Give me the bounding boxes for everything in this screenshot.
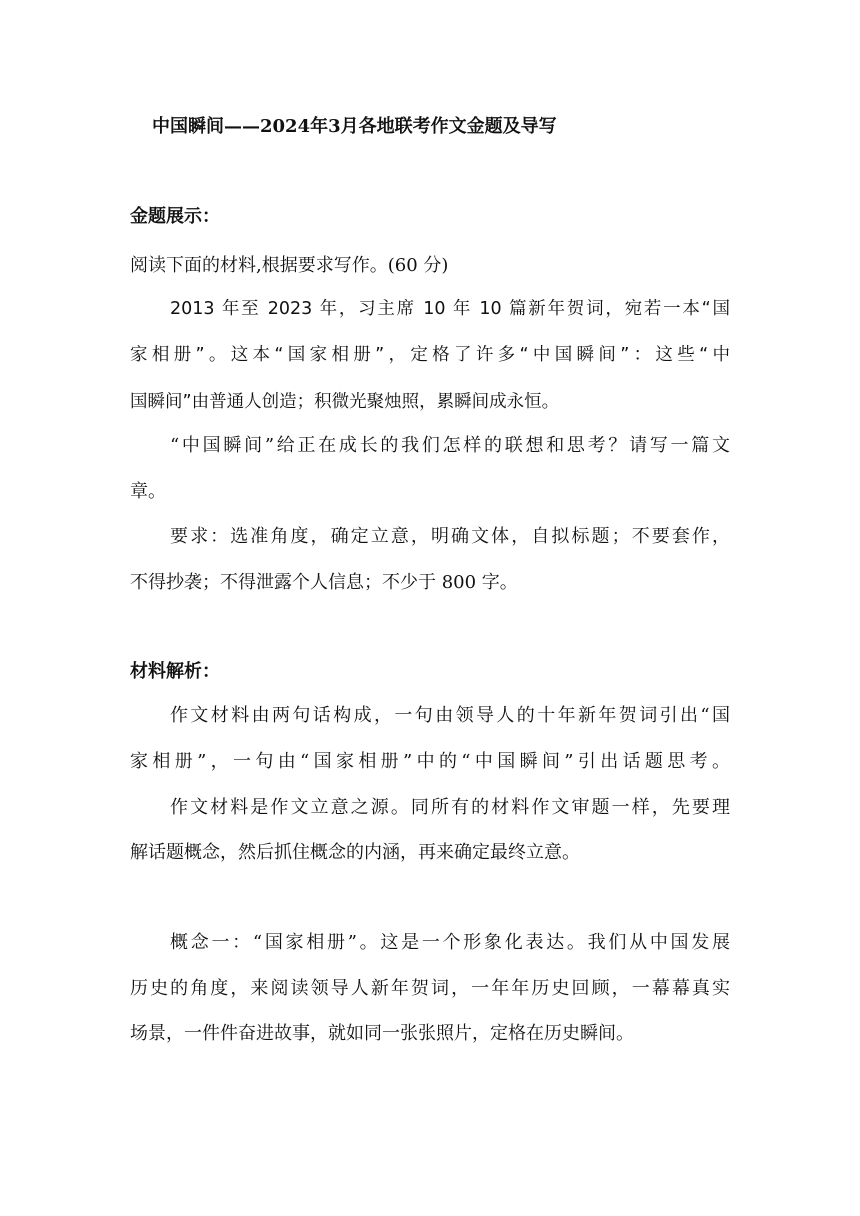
- analysis-p3-line-1: 概念一：“国家相册”。这是一个形象化表达。我们从中国发展: [170, 932, 730, 953]
- material-line-1: 2013 年至 2023 年，习主席 10 年 10 篇新年贺词，宛若一本“国: [170, 299, 730, 319]
- material-line-2: 家相册”。这本“国家相册”，定格了许多“中国瞬间”：这些“中: [130, 345, 730, 365]
- question-line-1: “中国瞬间”给正在成长的我们怎样的联想和思考？请写一篇文: [170, 435, 730, 456]
- requirement-line-1: 要求：选准角度，确定立意，明确文体，自拟标题；不要套作，: [170, 526, 730, 547]
- requirement-line-2: 不得抄袭；不得泄露个人信息；不少于 800 字。: [130, 572, 518, 593]
- analysis-heading: 材料解析：: [130, 661, 220, 682]
- analysis-p1-line-1: 作文材料由两句话构成，一句由领导人的十年新年贺词引出“国: [170, 705, 730, 726]
- analysis-p2-line-1: 作文材料是作文立意之源。同所有的材料作文审题一样，先要理: [170, 797, 730, 818]
- question-line-2: 章。: [130, 481, 166, 502]
- analysis-p3-line-2: 历史的角度，来阅读领导人新年贺词，一年年历史回顾，一幕幕真实: [130, 978, 730, 999]
- prompt-instruction: 阅读下面的材料,根据要求写作。(60 分): [130, 255, 449, 276]
- analysis-p3-line-3: 场景，一件件奋进故事，就如同一张张照片，定格在历史瞬间。: [130, 1023, 634, 1044]
- material-line-3: 国瞬间”由普通人创造；积微光聚烛照，累瞬间成永恒。: [130, 392, 560, 412]
- analysis-p2-line-2: 解话题概念，然后抓住概念的内涵，再来确定最终立意。: [130, 842, 580, 863]
- analysis-p1-line-2: 家相册”，一句由“国家相册”中的“中国瞬间”引出话题思考。: [130, 751, 730, 772]
- document-title: 中国瞬间——2024年3月各地联考作文金题及导写: [152, 116, 557, 137]
- prompt-heading: 金题展示：: [130, 206, 220, 227]
